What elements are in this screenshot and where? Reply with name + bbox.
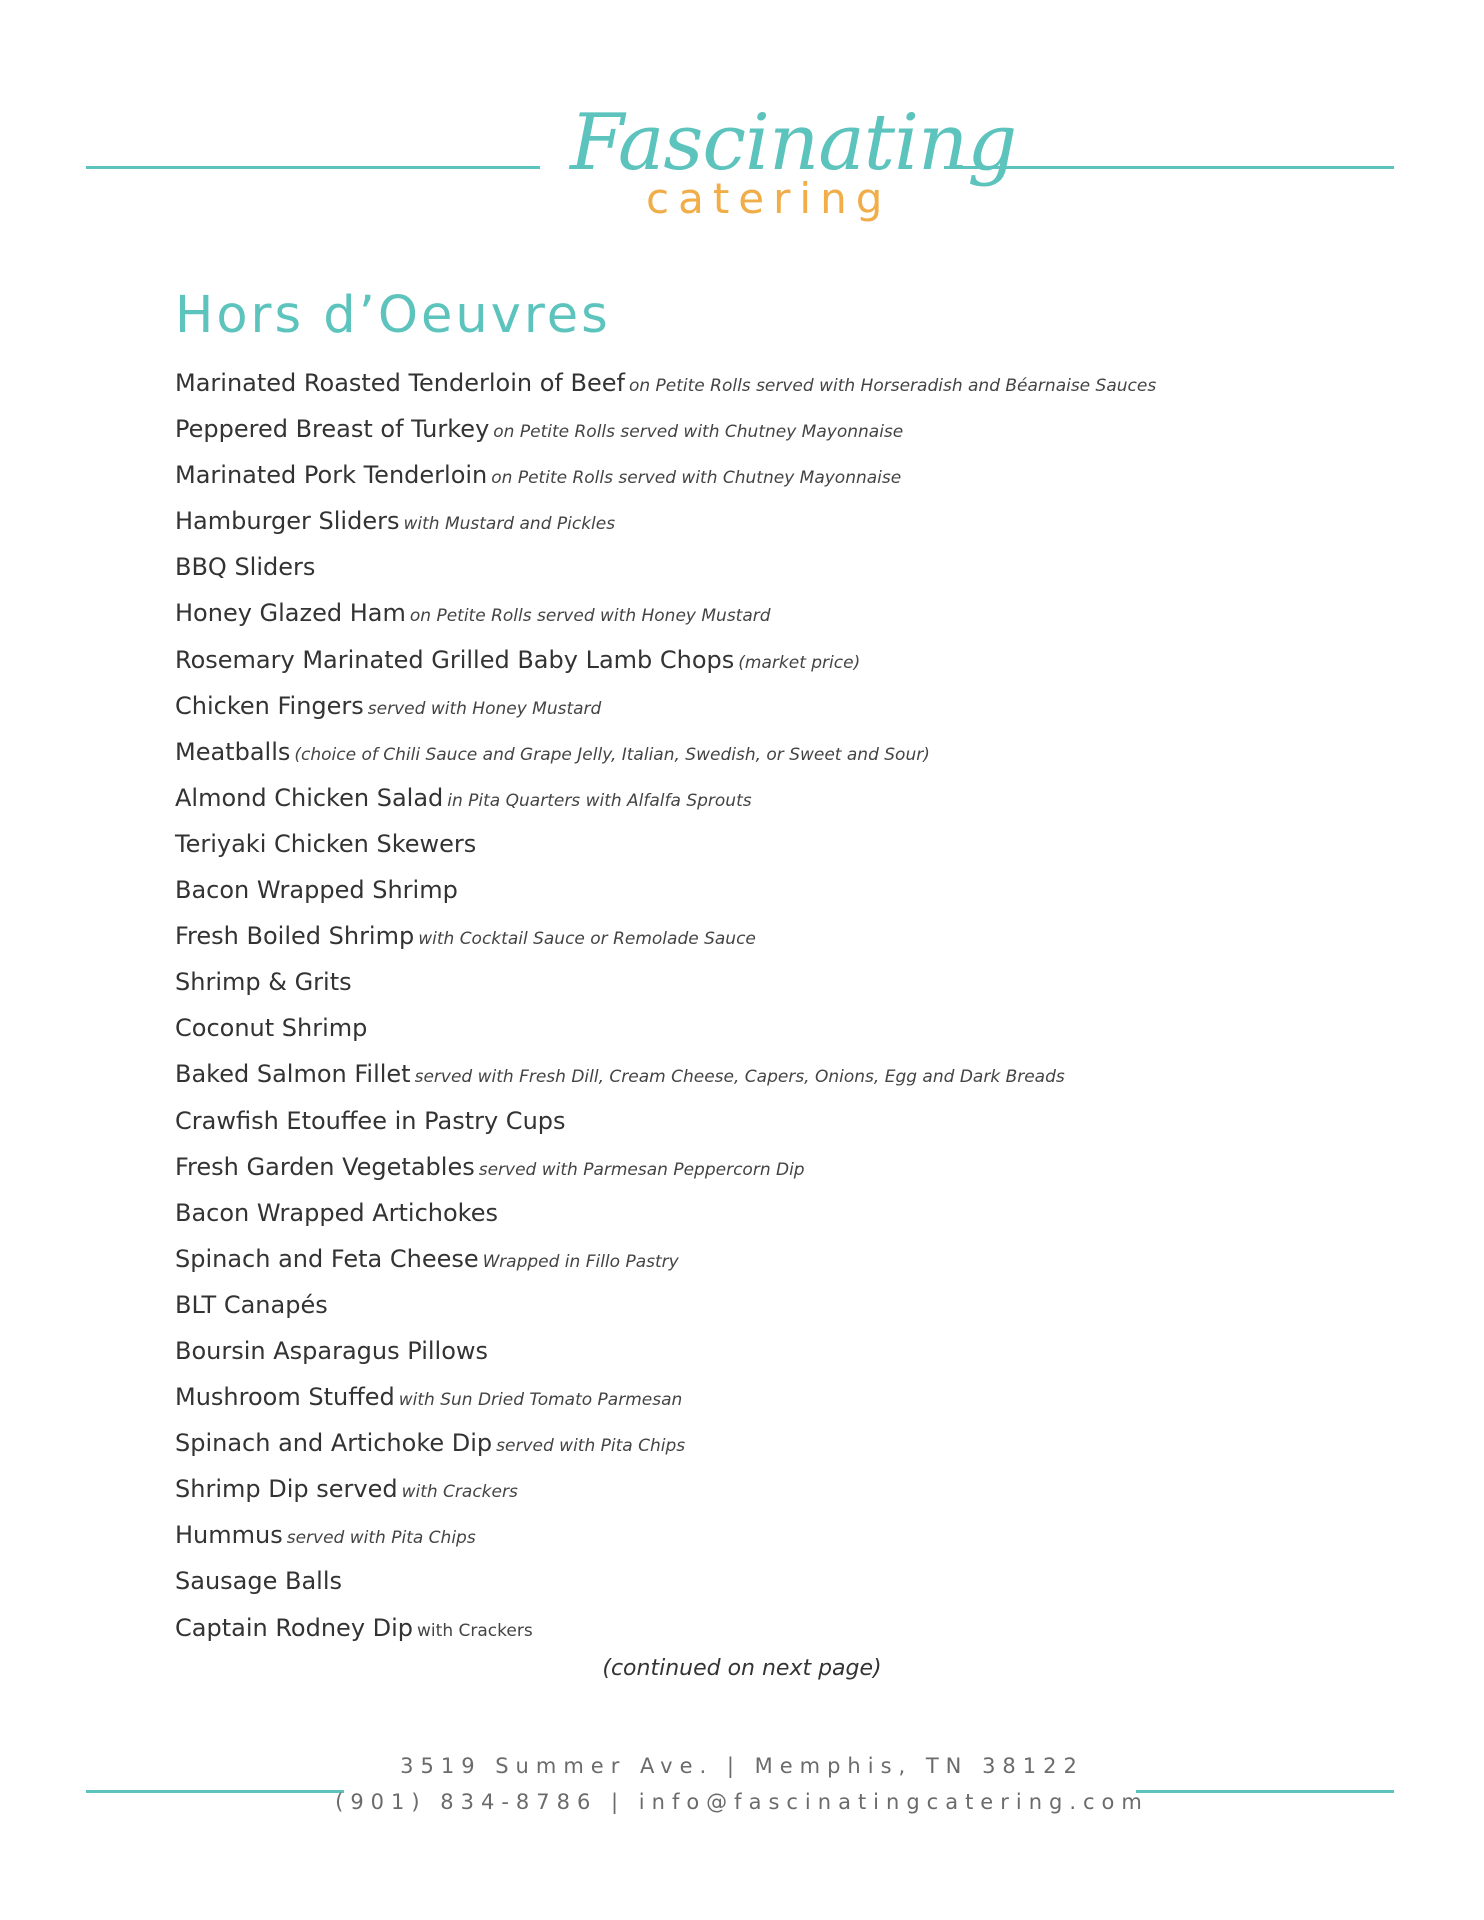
menu-item [175,1563,1156,1609]
menu-item [175,964,1156,1010]
menu-item [175,1333,1156,1379]
menu-item [175,1379,1156,1425]
menu-item [175,780,1156,826]
menu-item [175,411,1156,457]
menu-item-name: Teriyaki Chicken Skewers [175,829,477,858]
menu-item-desc: with Crackers [401,1482,518,1503]
menu-item-desc: on Petite Rolls served with Chutney Mayonnaise [491,468,902,489]
menu-item-name: Shrimp & Grits [175,968,352,997]
menu-item [175,1195,1156,1241]
menu-item-desc: on Petite Rolls served with Chutney Mayonnaise [493,422,904,443]
menu-item-desc: served with Pita Chips [286,1528,476,1549]
menu-item-name: Almond Chicken Salad [175,783,444,812]
menu-item-name: Marinated Roasted Tenderloin of Beef [175,369,625,397]
menu-item-desc: with Crackers [417,1620,533,1641]
menu-item-name: Peppered Breast of Turkey [175,415,490,444]
menu-item-name: Chicken Fingers [175,691,364,720]
header-rule-left [86,166,540,169]
menu-item-desc: served with Fresh Dill, Cream Cheese, Capers, Onions, Egg and Dark Breads [414,1067,1065,1088]
menu-item-name: Hamburger Sliders [175,507,400,536]
menu-item-name: Coconut Shrimp [175,1014,368,1043]
menu-list [175,365,1156,1656]
menu-item [175,734,1156,780]
menu-item-desc: with Cocktail Sauce or Remolade Sauce [418,929,756,950]
menu-item-name: Fresh Boiled Shrimp [175,922,415,951]
continued-note: (continued on next page) [602,1656,882,1681]
footer-address: 3519 Summer Ave. | Memphis, TN 38122 [400,1754,1084,1778]
menu-item-desc: served with Pita Chips [496,1436,686,1457]
menu-item-name: Crawfish Etouffee in Pastry Cups [175,1106,566,1135]
menu-item-name: BBQ Sliders [175,553,316,582]
menu-item-desc: Wrapped in Fillo Pastry [482,1251,679,1272]
menu-item-name: Sausage Balls [175,1567,343,1596]
menu-item-desc: on Petite Rolls served with Horseradish and Béarnaise Sauces [628,376,1157,396]
menu-item [175,826,1156,872]
menu-item-name: Captain Rodney Dip [175,1613,414,1642]
menu-item-desc: in Pita Quarters with Alfalfa Sprouts [447,790,752,811]
menu-item [175,1517,1156,1563]
menu-item-desc: (choice of Chili Sauce and Grape Jelly, Italian, Swedish, or Sweet and Sour) [294,744,930,765]
menu-item [175,1149,1156,1195]
menu-item-name: Baked Salmon Fillet [175,1060,411,1089]
menu-item [175,872,1156,918]
menu-item [175,457,1156,503]
menu-item-name: Rosemary Marinated Grilled Baby Lamb Chops [175,645,735,674]
menu-item-name: Spinach and Artichoke Dip [175,1429,493,1458]
menu-item [175,1471,1156,1517]
menu-item-name: BLT Canapés [175,1290,328,1319]
footer-contact: (901) 834-8786 | info@fascinatingcatering.com [335,1790,1149,1814]
menu-item [175,1103,1156,1149]
menu-item [175,1010,1156,1056]
menu-item-desc: with Mustard and Pickles [403,514,616,535]
menu-item-desc: on Petite Rolls served with Honey Mustard [409,606,771,627]
menu-item-name: Shrimp Dip served [175,1475,398,1504]
menu-item [175,1241,1156,1287]
logo-sub-text: catering [646,174,892,223]
menu-item [175,1425,1156,1471]
menu-item [175,1056,1156,1102]
page-title: Hors d’Oeuvres [175,286,611,345]
menu-item-name: Marinated Pork Tenderloin [175,461,488,490]
menu-item [175,688,1156,734]
menu-item-desc: with Sun Dried Tomato Parmesan [398,1390,683,1411]
menu-item [175,595,1156,641]
menu-item-name: Bacon Wrapped Artichokes [175,1198,498,1227]
menu-item-name: Honey Glazed Ham [175,599,406,628]
menu-item [175,365,1156,411]
menu-item-name: Meatballs [175,737,291,766]
menu-item [175,503,1156,549]
menu-item-desc: served with Honey Mustard [367,698,602,719]
menu-item [175,642,1156,688]
menu-item [175,918,1156,964]
logo [560,98,1017,238]
menu-item-desc: served with Parmesan Peppercorn Dip [478,1159,805,1180]
menu-item [175,1610,1156,1656]
menu-item-name: Bacon Wrapped Shrimp [175,876,458,905]
menu-item-name: Hummus [175,1521,283,1550]
logo-script-text: Fascinating [570,98,1017,188]
menu-item [175,1287,1156,1333]
menu-item [175,549,1156,595]
menu-item-name: Boursin Asparagus Pillows [175,1336,489,1365]
menu-item-name: Mushroom Stuffed [175,1383,395,1412]
menu-item-name: Fresh Garden Vegetables [175,1152,475,1181]
menu-item-name: Spinach and Feta Cheese [175,1244,479,1273]
menu-item-desc: (market price) [738,652,861,673]
